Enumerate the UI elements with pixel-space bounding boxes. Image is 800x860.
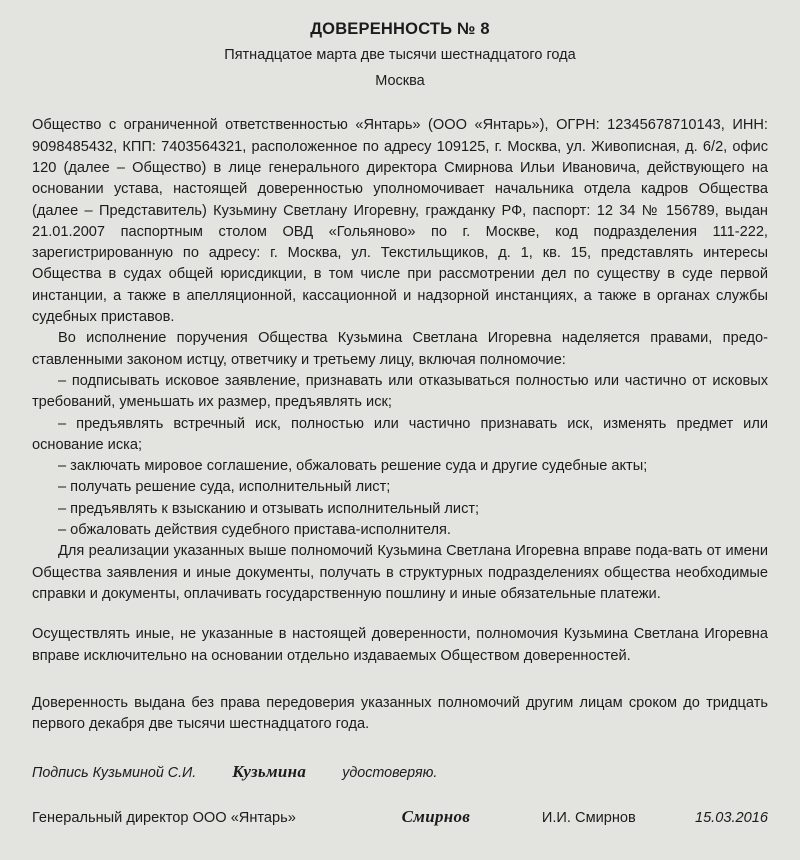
director-signature: Смирнов bbox=[401, 807, 471, 827]
clause-item: – подписывать исковое заявление, признавать или отказываться полностью или частично от исковых требований, уменьшать их размер, предъявлять иск; bbox=[32, 372, 768, 411]
attestation-suffix-label: удостоверяю. bbox=[342, 765, 438, 782]
clause-list bbox=[32, 371, 768, 541]
clause-item: – предъявлять встречный иск, полностью или частично признавать иск, изменять предмет или основание иска; bbox=[32, 415, 768, 453]
paragraph-spacer bbox=[32, 605, 768, 624]
paragraph-principal-details: Общество с ограниченной ответственностью «Янтарь» (ООО «Янтарь»), ОГРН: 12345678710143, ИНН: 9098485432, КПП: 7403564321, расположенное по адресу 109125, г. Москва, ул. Живописная, д. 6/2, офис 120 (далее – Общество) в лице генерального директора Смирнова Ильи Ивановича, действующего на основании устава, настоящей доверенностью уполномочивает начальника отдела кадров Общества (далее – Представитель) Кузьмину Светлану Игоревну, гражданку РФ, паспорт: 12 34 № 156789, выдан 21.01.2007 паспортным столом ОВД «Гольяново» по г. Москве, код подразделения 111-222, зарегистрированную по адресу: г. Москва, ул. Текстильщиков, д. 1, кв. 15, представлять интересы Общества в судах общей юрисдикции, в том числе при рассмотрении дел по существу в суде первой инстанции, а также в апелляционной, кассационной и надзорной инстанциях, а также в органах службы судебных приставов. bbox=[32, 117, 768, 326]
document-title: ДОВЕРЕННОСТЬ № 8 bbox=[310, 20, 490, 38]
clause-item: – обжаловать действия судебного пристава-исполнителя. bbox=[58, 522, 451, 539]
document-date-line: Пятнадцатое марта две тысячи шестнадцатого года bbox=[224, 47, 576, 64]
paragraph-spacer bbox=[32, 667, 768, 693]
clause-item: – предъявлять к взысканию и отзывать исполнительный лист; bbox=[58, 500, 480, 517]
clause-item: – получать решение суда, исполнительный лист; bbox=[58, 479, 391, 496]
attestation-row bbox=[32, 761, 768, 784]
representative-signature: Кузьмина bbox=[232, 762, 307, 782]
paragraph-implementation: Для реализации указанных выше полномочий Кузьмина Светлана Игоревна вправе пода-вать от имени Общества заявления и иные документы, получать в структурных подразделениях общества необходимые справки и документы, оплачивать государственную пошлину и иные обязательные платежи. bbox=[32, 543, 768, 602]
signature-block bbox=[32, 761, 768, 829]
director-role-label: Генеральный директор ООО «Янтарь» bbox=[32, 810, 296, 827]
document-body bbox=[32, 115, 768, 735]
paragraph-rights-intro: Во исполнение поручения Общества Кузьмина Светлана Игоревна наделяется правами, предо-ставленными законом истцу, ответчику и третьему лицу, включая полномочие: bbox=[32, 330, 768, 368]
attestation-prefix-label: Подпись Кузьминой С.И. bbox=[32, 765, 197, 782]
paragraph-validity-term: Доверенность выдана без права передоверия указанных полномочий другим лицам сроком до тридцать первого декабря две тысячи шестнадцатого года. bbox=[32, 694, 768, 733]
director-name-label: И.И. Смирнов bbox=[541, 810, 636, 827]
signature-date: 15.03.2016 bbox=[694, 810, 768, 827]
document-city: Москва bbox=[375, 72, 425, 89]
document-header bbox=[32, 18, 768, 91]
director-row bbox=[32, 806, 768, 829]
clause-item: – заключать мировое соглашение, обжаловать решение суда и другие судебные акты; bbox=[58, 458, 648, 475]
paragraph-other-powers: Осуществлять иные, не указанные в настоящей доверенности, полномочия Кузьмина Светлана Игоревна вправе исключительно на основании отдельно издаваемых Обществом доверенностей. bbox=[32, 626, 768, 664]
